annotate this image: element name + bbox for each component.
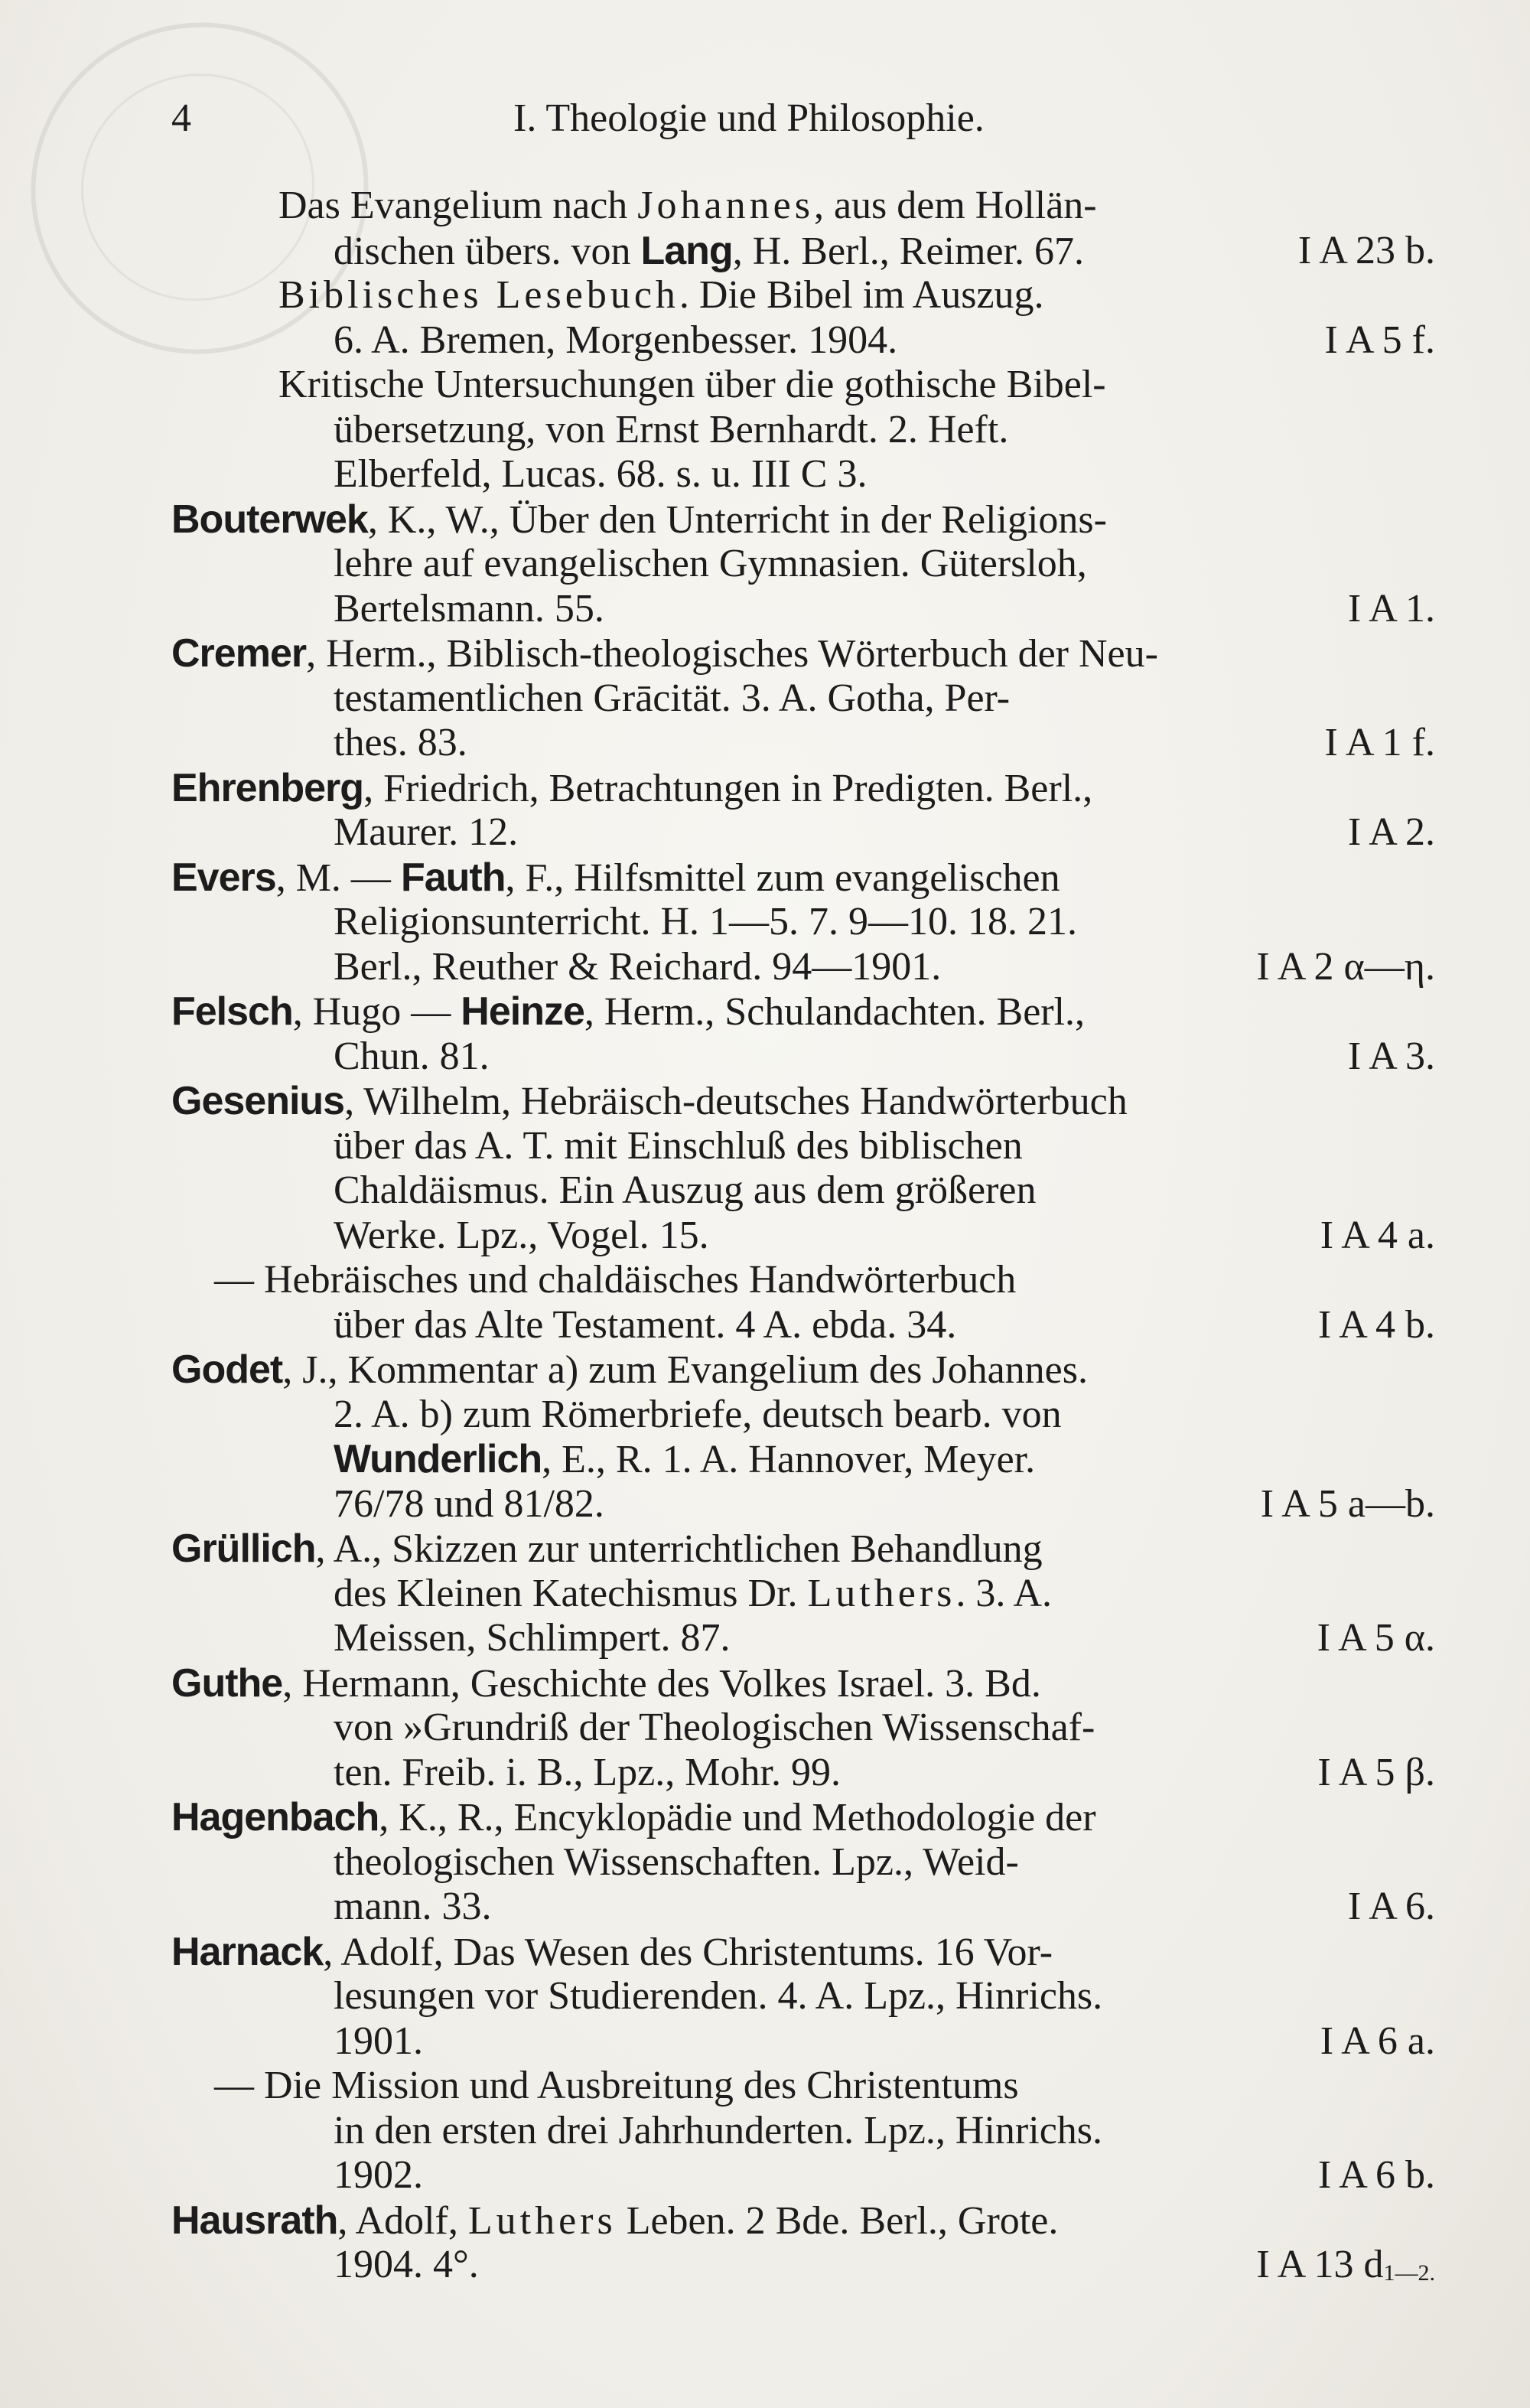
entry-line (171, 2153, 1435, 2198)
bibliography-entry (171, 1795, 1435, 1930)
author-name: Guthe (171, 1660, 283, 1706)
entry-text: mann. 33. (334, 1885, 492, 1928)
entry-line (171, 1930, 1435, 1975)
bibliography-entry (171, 1258, 1435, 1347)
shelf-mark (1348, 810, 1435, 855)
entry-text: dischen übers. von (334, 229, 641, 273)
entry-line (171, 363, 1435, 408)
bibliography-entry (171, 1347, 1435, 1527)
entry-line (171, 452, 1435, 497)
author-name: Felsch (171, 989, 293, 1034)
entry-line (171, 273, 1435, 318)
entry-line (171, 542, 1435, 587)
entry-text: , Wilhelm, Hebräisch-deutsches Handwörterbuch (344, 1080, 1128, 1123)
author-name: Godet (171, 1347, 283, 1392)
entry-text: 1904. 4°. (334, 2243, 479, 2286)
entry-line (171, 2064, 1435, 2109)
entry-line (171, 497, 1435, 543)
shelf-mark-text: I A 5 f. (1324, 318, 1435, 362)
shelf-mark (1256, 945, 1435, 990)
entry-line (171, 318, 1435, 363)
entry-text: 6. A. Bremen, Morgenbesser. 1904. (334, 318, 898, 362)
bibliography-entry (171, 2198, 1435, 2288)
bibliography-entry (171, 497, 1435, 632)
entry-line (171, 631, 1435, 676)
bibliography-entry (171, 1661, 1435, 1796)
entry-text: Chaldäismus. Ein Auszug aus dem größeren (334, 1168, 1037, 1212)
entry-line (171, 989, 1435, 1035)
shelf-mark-text: I A 23 b. (1297, 228, 1435, 272)
shelf-mark-subscript: 1—2. (1383, 2260, 1435, 2286)
shelf-mark-text: I A 5 β. (1317, 1750, 1435, 1794)
shelf-mark (1261, 1482, 1435, 1527)
author-name: Heinze (461, 989, 584, 1034)
shelf-mark-text: I A 3. (1347, 1034, 1435, 1078)
entry-line (171, 184, 1435, 229)
entry-text: , E., R. 1. A. Hannover, Meyer. (542, 1438, 1036, 1481)
entry-line (171, 1393, 1435, 1438)
entry-text: , A., Skizzen zur unterrichtlichen Behandlung (315, 1527, 1043, 1571)
shelf-mark (1317, 1751, 1435, 1796)
entry-text: Das Evangelium nach (278, 184, 638, 227)
shelf-mark (1320, 2019, 1435, 2064)
entry-line (171, 721, 1435, 766)
entry-line (171, 810, 1435, 855)
entry-line (171, 1079, 1435, 1124)
entry-text: lehre auf evangelischen Gymnasien. Gütersloh, (334, 542, 1087, 585)
bibliography-entry (171, 2064, 1435, 2198)
shelf-mark (1320, 1214, 1435, 1259)
entry-text: . Die Bibel im Auszug. (679, 273, 1044, 317)
shelf-mark (1325, 318, 1435, 363)
author-name: Fauth (400, 855, 506, 900)
entry-text: 2. A. b) zum Römerbriefe, deutsch bearb. von (334, 1392, 1062, 1436)
entry-text: , K., W., Über den Unterricht in der Religions- (367, 497, 1107, 542)
entry-line (171, 900, 1435, 945)
entry-text: — Hebräisches und chaldäisches Handwörterbuch (214, 1258, 1017, 1302)
entry-line (171, 587, 1435, 632)
entry-text: , M. — (275, 855, 401, 900)
entry-text: Chun. 81. (334, 1034, 490, 1078)
entry-text: 1902. (334, 2153, 423, 2197)
entry-line (171, 766, 1435, 811)
shelf-mark (1256, 2243, 1435, 2296)
entry-text: thes. 83. (334, 721, 467, 764)
entry-text: , Hermann, Geschichte des Volkes Israel. 3. Bd. (282, 1661, 1041, 1706)
entry-text: Bertelsmann. 55. (334, 586, 604, 631)
entry-text: , Herm., Schulandachten. Berl., (584, 990, 1086, 1034)
page-header (171, 88, 1435, 149)
entry-text: Religionsunterricht. H. 1—5. 7. 9—10. 18. 21. (334, 900, 1078, 943)
author-name: Hagenbach (171, 1795, 379, 1839)
spaced-title: Luthers (467, 2198, 617, 2243)
entry-line (171, 1751, 1435, 1796)
entry-text: testamentlichen Grācität. 3. A. Gotha, Per- (334, 676, 1011, 720)
entry-text: lesungen vor Studierenden. 4. A. Lpz., Hinrichs. (334, 1974, 1103, 2018)
shelf-mark-text: I A 4 b. (1317, 1302, 1435, 1347)
entry-line (171, 1168, 1435, 1214)
shelf-mark (1298, 229, 1435, 274)
shelf-mark-text: I A 6 a. (1320, 2019, 1435, 2063)
entry-line (171, 1124, 1435, 1169)
entry-text: Elberfeld, Lucas. 68. s. u. III C 3. (334, 452, 868, 496)
author-name: Grüllich (171, 1527, 316, 1571)
entry-line (171, 2019, 1435, 2064)
entry-text: übersetzung, von Ernst Bernhardt. 2. Heft. (334, 407, 1009, 451)
entry-line (171, 1527, 1435, 1572)
entry-line (171, 1974, 1435, 2019)
author-name: Lang (640, 228, 733, 273)
entry-line (171, 1482, 1435, 1527)
spaced-title: Biblisches Lesebuch (278, 273, 679, 317)
shelf-mark (1317, 1616, 1435, 1661)
shelf-mark-text: I A 4 a. (1320, 1213, 1435, 1257)
shelf-mark (1348, 587, 1435, 632)
entry-line (171, 945, 1435, 990)
shelf-mark (1348, 1035, 1435, 1080)
entry-line (171, 1795, 1435, 1840)
bibliography-entry (171, 1079, 1435, 1258)
entry-text: , Adolf, Das Wesen des Christentums. 16 Vor- (323, 1930, 1053, 1974)
entry-text: , aus dem Hollän- (813, 184, 1097, 227)
entry-text: von »Grundriß der Theologischen Wissenschaf- (334, 1706, 1095, 1749)
entry-line (171, 2243, 1435, 2288)
shelf-mark-text: I A 2. (1347, 810, 1435, 854)
author-name: Evers (171, 855, 276, 900)
author-name: Wunderlich (334, 1437, 542, 1481)
bibliography-entry (171, 766, 1435, 855)
bibliography-entry (171, 363, 1435, 497)
entry-text: über das Alte Testament. 4 A. ebda. 34. (334, 1302, 957, 1347)
entry-line (171, 1258, 1435, 1303)
entry-text: — Die Mission und Ausbreitung des Christentums (214, 2064, 1019, 2107)
entry-line (171, 1840, 1435, 1885)
entry-text: über das A. T. mit Einschluß des biblischen (334, 1123, 1023, 1168)
entry-text: Berl., Reuther & Reichard. 94—1901. (334, 944, 942, 989)
bibliography-entry (171, 184, 1435, 273)
bibliography-entry (171, 273, 1435, 363)
shelf-mark-text: I A 2 α—η. (1256, 944, 1435, 989)
page-number: 4 (171, 96, 191, 140)
entry-text: Leben. 2 Bde. Berl., Grote. (616, 2198, 1059, 2243)
entry-text: , J., Kommentar a) zum Evangelium des Johannes. (282, 1348, 1088, 1392)
shelf-mark (1348, 1885, 1435, 1930)
running-title: I. Theologie und Philosophie. (513, 96, 985, 140)
entry-text: , Herm., Biblisch-theologisches Wörterbuch der Neu- (306, 632, 1158, 676)
entry-line (171, 1885, 1435, 1930)
shelf-mark-text: I A 5 a—b. (1260, 1481, 1435, 1526)
entry-line (171, 855, 1435, 901)
entry-text: ten. Freib. i. B., Lpz., Mohr. 99. (334, 1750, 841, 1794)
entry-text: 76/78 und 81/82. (334, 1481, 604, 1526)
entry-line (171, 1572, 1435, 1617)
author-name: Harnack (171, 1929, 324, 1974)
spaced-title: Luthers (807, 1571, 956, 1615)
entry-text: , Friedrich, Betrachtungen in Predigten. Berl., (363, 766, 1093, 810)
entry-text: theologischen Wissenschaften. Lpz., Weid- (334, 1839, 1019, 1884)
entry-text: des Kleinen Katechismus Dr. (334, 1571, 808, 1615)
author-name: Ehrenberg (171, 765, 364, 810)
entry-text: 1901. (334, 2019, 423, 2063)
entry-line (171, 408, 1435, 453)
entry-text: in den ersten drei Jahrhunderten. Lpz., Hinrichs. (334, 2108, 1103, 2152)
bibliography-entry (171, 855, 1435, 990)
bibliography-entry (171, 989, 1435, 1079)
entry-line (171, 1347, 1435, 1393)
entry-line (171, 229, 1435, 274)
shelf-mark-text: I A 6 b. (1317, 2153, 1435, 2197)
entry-text: , Hugo — (292, 990, 461, 1034)
entry-line (171, 1661, 1435, 1706)
entry-line (171, 1035, 1435, 1080)
entry-text: Werke. Lpz., Vogel. 15. (334, 1213, 709, 1257)
bibliography-entry (171, 1527, 1435, 1661)
entry-text: , H. Berl., Reimer. 67. (732, 229, 1084, 273)
entry-line (171, 1214, 1435, 1259)
shelf-mark-text: I A 1 f. (1324, 721, 1435, 764)
shelf-mark (1318, 1303, 1435, 1348)
bibliography-entry (171, 631, 1435, 766)
shelf-mark-text: I A 13 d (1256, 2243, 1384, 2286)
entry-text: , F., Hilfsmittel zum evangelischen (505, 855, 1060, 900)
entry-line (171, 2198, 1435, 2243)
bibliography-list (171, 184, 1435, 2288)
entry-text: Meissen, Schlimpert. 87. (334, 1616, 731, 1660)
shelf-mark (1325, 721, 1435, 766)
shelf-mark-text: I A 6. (1347, 1885, 1435, 1928)
entry-text: Maurer. 12. (334, 810, 519, 854)
shelf-mark-text: I A 1. (1347, 586, 1435, 631)
entry-line (171, 1437, 1435, 1482)
shelf-mark-text: I A 5 α. (1317, 1616, 1435, 1660)
entry-text: , Adolf, (337, 2198, 468, 2243)
spaced-title: Johannes (637, 184, 814, 227)
entry-line (171, 676, 1435, 722)
entry-line (171, 1303, 1435, 1348)
author-name: Cremer (171, 631, 307, 676)
author-name: Gesenius (171, 1079, 345, 1123)
entry-line (171, 2109, 1435, 2154)
entry-text: Kritische Untersuchungen über die gothische Bibel- (278, 363, 1106, 406)
entry-text: , K., R., Encyklopädie und Methodologie der (379, 1796, 1096, 1839)
entry-line (171, 1706, 1435, 1751)
entry-text: . 3. A. (955, 1571, 1053, 1615)
entry-line (171, 1616, 1435, 1661)
bibliography-entry (171, 1930, 1435, 2064)
author-name: Bouterwek (171, 497, 368, 542)
shelf-mark (1318, 2153, 1435, 2198)
author-name: Hausrath (171, 2198, 338, 2243)
